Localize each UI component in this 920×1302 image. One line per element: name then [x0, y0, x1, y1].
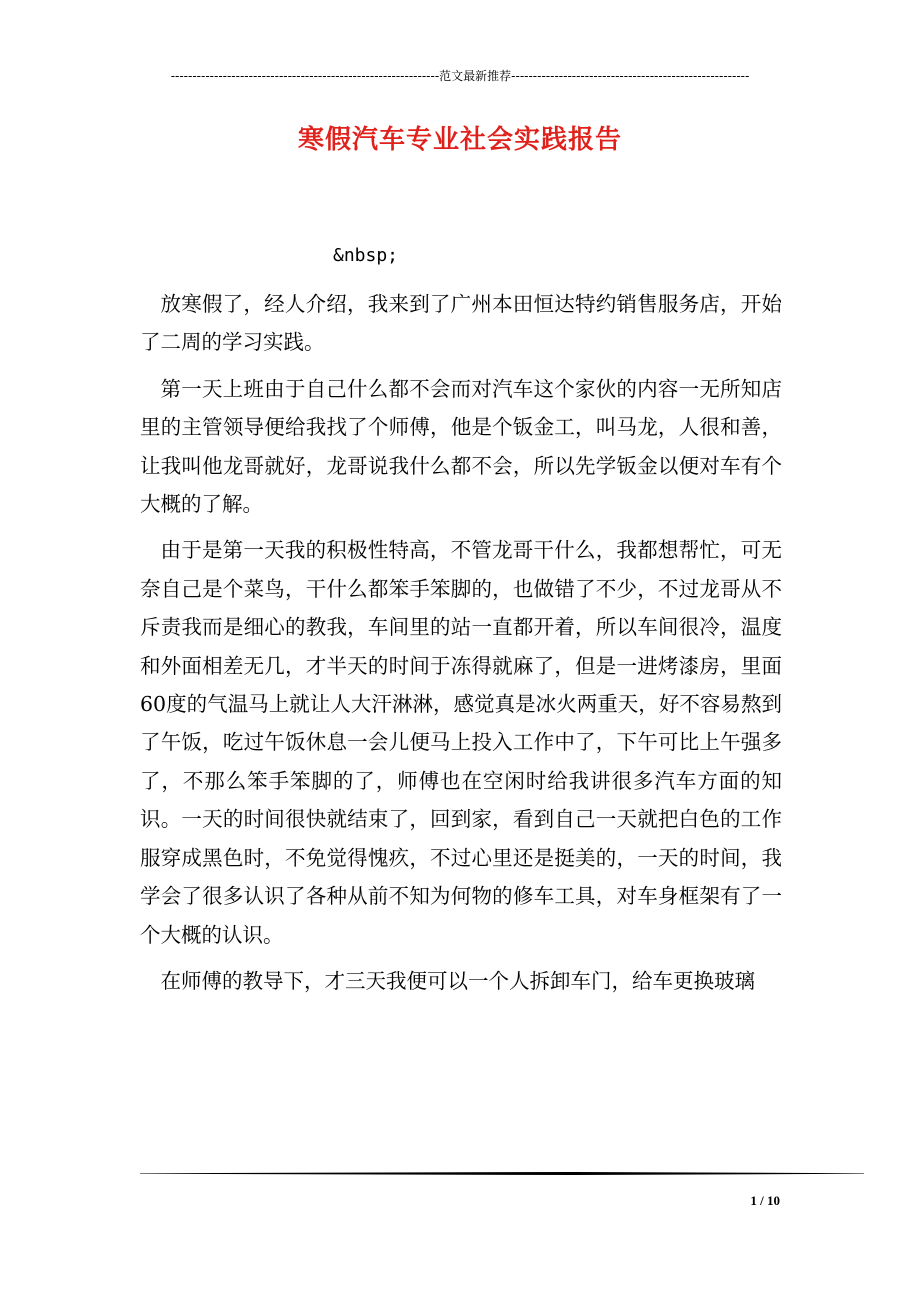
paragraph-2: 第一天上班由于自己什么都不会而对汽车这个家伙的内容一无所知店里的主管领导便给我找了个师傅，他是个钣金工，叫马龙，人很和善，让我叫他龙哥就好，龙哥说我什么都不会，所以先学钣金以便对车有个大概的了解。 — [140, 376, 782, 517]
document-title: 寒假汽车专业社会实践报告 — [297, 125, 622, 155]
paragraph-4: 在师傅的教导下，才三天我便可以一个人拆卸车门，给车更换玻璃 — [160, 968, 755, 993]
paragraph-3: 由于是第一天我的积极性特高，不管龙哥干什么，我都想帮忙，可无奈自己是个菜鸟，干什么都笨手笨脚的，也做错了不少，不过龙哥从不斥责我而是细心的教我，车间里的站一直都开着，所以车间很冷，温度和外面相差无几，才半天的时间于冻得就麻了，但是一进烤漆房，里面60度的气温马上就让人大汗淋淋，感觉真是冰火两重天，好不容易熬到了午饭，吃过午饭休息一会儿便马上投入工作中了，下午可比上午强多了，不那么笨手笨脚的了，师傅也在空闲时给我讲很多汽车方面的知识。一天的时间很快就结束了，回到家，看到自己一天就把白色的工作服穿成黑色时，不免觉得愧疚，不过心里还是挺美的，一天的时间，我学会了很多认识了各种从前不知为何物的修车工具，对车身框架有了一个大概的认识。 — [140, 538, 782, 947]
nbsp-literal-text: &nbsp; — [333, 245, 399, 266]
document-body — [140, 285, 782, 1008]
paragraph-1: 放寒假了，经人介绍，我来到了广州本田恒达特约销售服务店，开始了二周的学习实践。 — [140, 292, 782, 355]
footer-divider — [140, 1172, 864, 1175]
header-banner: --------------------------------------------------------------范文最新推荐------------------------------------------------------- — [170, 69, 750, 83]
page-number: 1 / 10 — [750, 1193, 780, 1208]
